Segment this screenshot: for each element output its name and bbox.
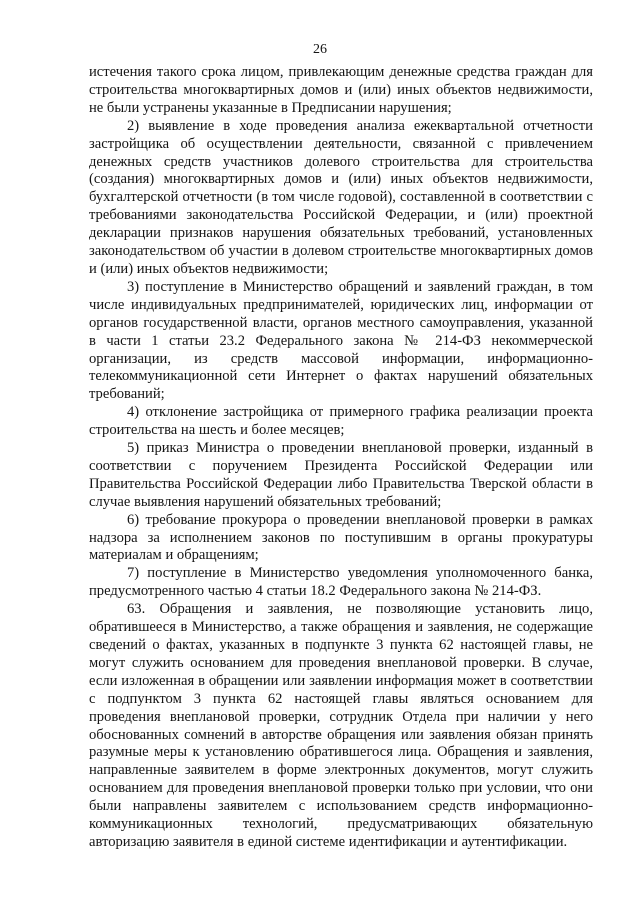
list-item-6: 6) требование прокурора о проведении внеплановой проверки в рамках надзора за исполнением законов по поступившим в органы прокуратуры материалам и обращениям; [89, 511, 593, 564]
page-number: 26 [313, 42, 327, 57]
paragraph-continuation: истечения такого срока лицом, привлекающим денежные средства граждан для строительства многоквартирных домов и (или) иных объектов недвижимости, не были устранены указанные в Предписании нарушения; [89, 64, 593, 116]
list-item-5: 5) приказ Министра о проведении внеплановой проверки, изданный в соответствии с поручением Президента Российской Федерации или Правительства Российской Федерации либо Правительства Тверской области в случае выявления нарушений обязательных требований; [89, 440, 593, 510]
list-item-3: 3) поступление в Министерство обращений и заявлений граждан, в том числе индивидуальных предпринимателей, юридических лиц, информации от органов государственной власти, органов местного самоуправления, указанной в части 1 статьи 23.2 Федерального закона № 214-ФЗ некоммерческой организации, из средств массовой информации, информационно-телекоммуникационной сети Интернет о фактах нарушений обязательных требований; [89, 278, 593, 403]
list-item-2: 2) выявление в ходе проведения анализа ежеквартальной отчетности застройщика об осуществлении деятельности, связанной с привлечением денежных средств участников долевого строительства для строительства (создания) многоквартирных домов и (или) иных объектов недвижимости, бухгалтерской отчетности (в том числе годовой), составленной в соответствии с требованиями законодательства Российской Федерации, и (или) проектной декларации признаков нарушения обязательных требований, установленных законодательством об участии в долевом строительстве многоквартирных домов и (или) иных объектов недвижимости; [89, 117, 593, 277]
list-item-4: 4) отклонение застройщика от примерного графика реализации проекта строительства на шесть и более месяцев; [89, 404, 593, 439]
clause-63: 63. Обращения и заявления, не позволяющие установить лицо, обратившееся в Министерство, а также обращения и заявления, не содержащие сведений о фактах, указанных в подпункте 3 пункта 62 настоящей главы, не могут служить основанием для проведения внеплановой проверки. В случае, если изложенная в обращении или заявлении информация может в соответствии с подпунктом 3 пункта 62 настоящей главы являться основанием для проведения внеплановой проверки, сотрудник Отдела при наличии у него обоснованных сомнений в авторстве обращения или заявления обязан принять разумные меры к установлению обратившегося лица. Обращения и заявления, направленные заявителем в форме электронных документов, могут служить основанием для проведения внеплановой проверки только при условии, что они были направлены заявителем с использованием средств информационно-коммуникационных технологий, предусматривающих обязательную авторизацию заявителя в единой системе идентификации и аутентификации. [89, 601, 593, 850]
document-body [89, 64, 593, 852]
list-item-7: 7) поступление в Министерство уведомления уполномоченного банка, предусмотренного частью 4 статьи 18.2 Федерального закона № 214-ФЗ. [89, 565, 593, 600]
